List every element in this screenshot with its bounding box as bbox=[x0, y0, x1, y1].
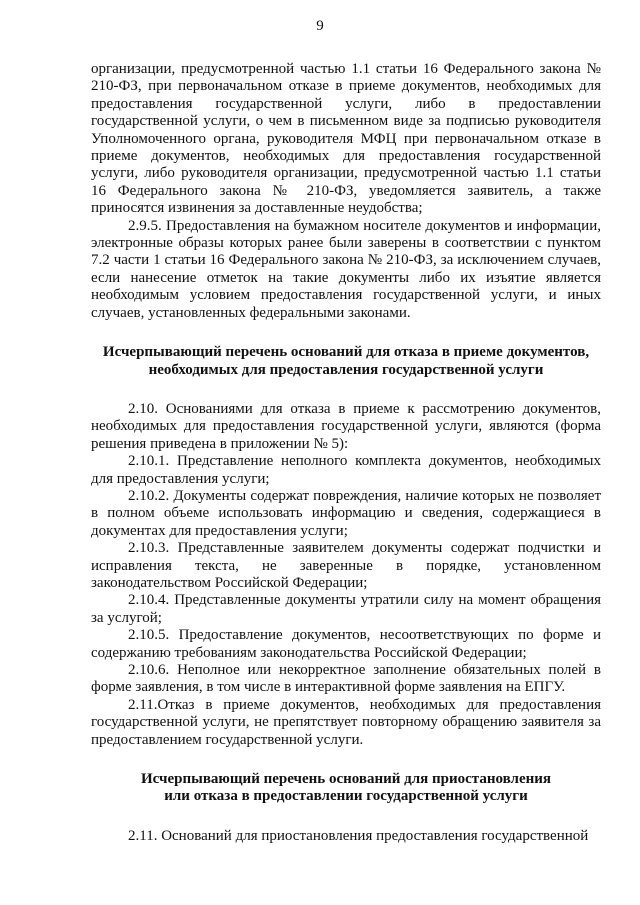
section-heading-suspension-refusal bbox=[91, 771, 601, 806]
paragraph-2-10-6: 2.10.6. Неполное или некорректное заполнение обязательных полей в форме заявления, в том числе в интерактивной форме заявления на ЕПГУ. bbox=[91, 662, 601, 696]
paragraph-continuation: организации, предусмотренной частью 1.1 статьи 16 Федерального закона № 210-ФЗ, при первоначальном отказе в приеме документов, необходимых для предоставления государственной услуги, либо в предоставлении государственной услуги, о чем в письменном виде за подписью руководителя Уполномоченного органа, руководителя МФЦ при первоначальном отказе в приеме документов, необходимых для предоставления государственной услуги, либо руководителя организации, предусмотренной частью 1.1 статьи 16 Федерального закона № 210-ФЗ, уведомляется заявитель, а также приносятся извинения за доставленные неудобства; bbox=[91, 61, 601, 217]
paragraph-2-10: 2.10. Основаниями для отказа в приеме к рассмотрению документов, необходимых для предоставления государственной услуги, являются (форма решения приведена в приложении № 5): bbox=[91, 400, 601, 452]
paragraph-2-10-5: 2.10.5. Предоставление документов, несоответствующих по форме и содержанию требованиям законодательства Российской Федерации; bbox=[91, 627, 601, 661]
paragraph-2-11-refusal: 2.11.Отказ в приеме документов, необходимых для предоставления государственной услуги, не препятствует повторному обращению заявителя за предоставлением государственной услуги. bbox=[91, 696, 601, 748]
paragraph-2-9-5: 2.9.5. Предоставления на бумажном носителе документов и информации, электронные образы которых ранее были заверены в соответствии с пунктом 7.2 части 1 статьи 16 Федерального закона № 210-ФЗ, за исключением случаев, если нанесение отметок на такие документы либо их изъятие является необходимым условием предоставления государственной услуги, и иных случаев, установленных федеральными законами. bbox=[91, 217, 601, 321]
heading-line: Исчерпывающий перечень оснований для отказа в приеме документов, bbox=[102, 344, 590, 361]
heading-line: необходимых для предоставления государственной услуги bbox=[148, 361, 544, 378]
paragraph-2-10-3: 2.10.3. Представленные заявителем документы содержат подчистки и исправления текста, не заверенные в порядке, установленном законодательством Российской Федерации; bbox=[91, 540, 601, 591]
section-heading-refusal-acceptance bbox=[91, 344, 601, 379]
heading-line: Исчерпывающий перечень оснований для приостановления bbox=[140, 771, 552, 788]
heading-line: или отказа в предоставлении государственной услуги bbox=[164, 788, 528, 805]
paragraph-2-10-4: 2.10.4. Представленные документы утратили силу на момент обращения за услугой; bbox=[91, 592, 601, 626]
paragraph-2-10-1: 2.10.1. Представление неполного комплекта документов, необходимых для предоставления услуги; bbox=[91, 453, 601, 487]
document-body bbox=[91, 61, 601, 845]
page-number: 9 bbox=[316, 18, 324, 34]
paragraph-2-11-suspension: 2.11. Оснований для приостановления предоставления государственной bbox=[128, 827, 589, 844]
paragraph-2-10-2: 2.10.2. Документы содержат повреждения, наличие которых не позволяет в полном объеме использовать информацию и сведения, содержащиеся в документах для предоставления услуги; bbox=[91, 487, 601, 539]
